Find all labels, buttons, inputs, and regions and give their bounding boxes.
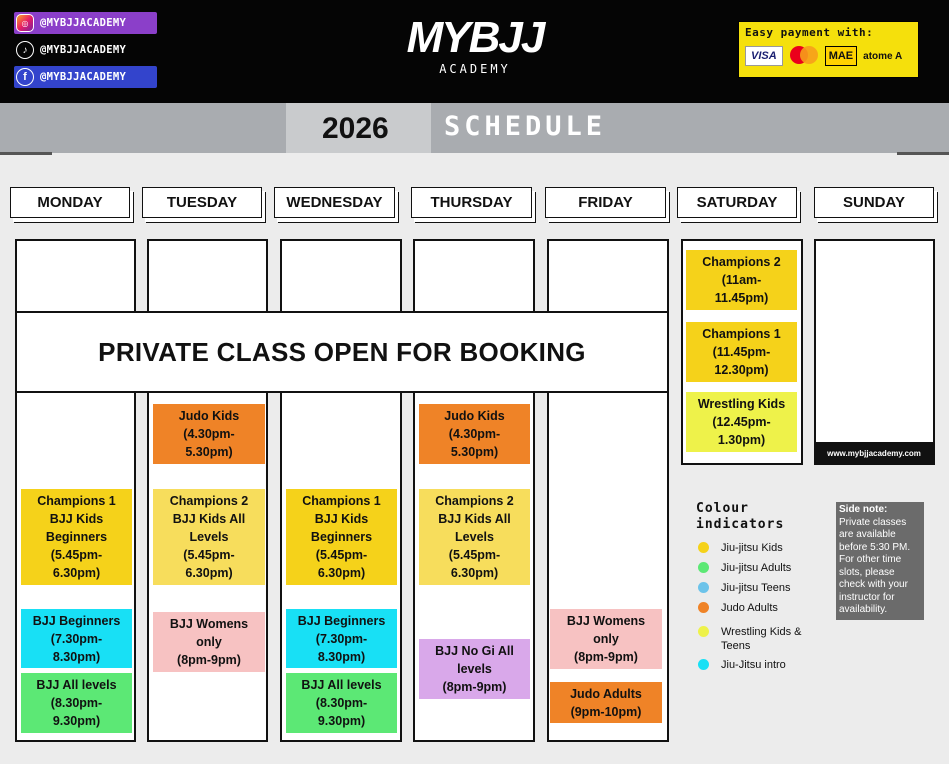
day-header-friday: FRIDAY	[545, 187, 666, 218]
indicator-label: Jiu-jitsu Teens	[721, 582, 791, 594]
indicator-dot	[698, 602, 709, 613]
website-link[interactable]: www.mybjjacademy.com	[814, 442, 934, 465]
year-label: 2026	[322, 112, 389, 145]
colour-indicators-title: Colour indicators	[696, 501, 785, 532]
logo-sub: ACADEMY	[439, 62, 511, 76]
band-divider-left	[0, 152, 52, 155]
academy-logo	[395, 13, 555, 76]
class-fri-bjj-womens: BJJ Womens only (8pm-9pm)	[550, 609, 662, 669]
indicator-dot	[698, 626, 709, 637]
indicator-dot	[698, 659, 709, 670]
day-header-sunday: SUNDAY	[814, 187, 934, 218]
indicator-dot	[698, 582, 709, 593]
schedule-title: SCHEDULE	[444, 111, 607, 142]
column-sunday	[814, 239, 935, 465]
indicator-label: Jiu-Jitsu intro	[721, 659, 786, 671]
instagram-icon: ◎	[16, 14, 34, 32]
side-note-body: Private classes are available before 5:30 PM. For other time slots, please check with your instructor for availability.	[839, 516, 911, 615]
class-thu-champions-2: Champions 2 BJJ Kids All Levels (5.45pm- 6.30pm)	[419, 489, 530, 585]
mastercard-logo	[789, 44, 819, 68]
tiktok-handle: @MYBJJACADEMY	[40, 44, 127, 56]
class-mon-bjj-beginners: BJJ Beginners (7.30pm- 8.30pm)	[21, 609, 132, 668]
tiktok-link[interactable]	[14, 39, 157, 61]
facebook-handle: @MYBJJACADEMY	[40, 71, 127, 83]
indicator-label: Judo Adults	[721, 602, 778, 614]
class-tue-judo-kids: Judo Kids (4.30pm- 5.30pm)	[153, 404, 265, 464]
indicator-item	[698, 601, 831, 615]
indicator-item	[698, 658, 831, 672]
facebook-icon: f	[16, 68, 34, 86]
class-wed-bjj-beginners: BJJ Beginners (7.30pm- 8.30pm)	[286, 609, 397, 668]
class-wed-bjj-all-levels: BJJ All levels (8.30pm- 9.30pm)	[286, 673, 397, 733]
class-wed-champions-1: Champions 1 BJJ Kids Beginners (5.45pm- 6.30pm)	[286, 489, 397, 585]
indicator-item	[698, 581, 831, 595]
indicator-dot	[698, 542, 709, 553]
indicator-dot	[698, 562, 709, 573]
instagram-handle: @MYBJJACADEMY	[40, 17, 127, 29]
logo-main: MYBJJ	[406, 13, 544, 62]
payment-box	[738, 21, 919, 78]
indicator-label: Jiu-jitsu Kids	[721, 542, 783, 554]
instagram-link[interactable]	[14, 12, 157, 34]
payment-title: Easy payment with:	[745, 26, 874, 39]
day-header-tuesday: TUESDAY	[142, 187, 262, 218]
class-tue-champions-2: Champions 2 BJJ Kids All Levels (5.45pm- 6.30pm)	[153, 489, 265, 585]
mae-logo: MAE	[825, 46, 857, 66]
class-fri-judo-adults: Judo Adults (9pm-10pm)	[550, 682, 662, 723]
class-mon-bjj-all-levels: BJJ All levels (8.30pm- 9.30pm)	[21, 673, 132, 733]
tiktok-icon: ♪	[16, 41, 34, 59]
indicator-item	[698, 541, 831, 555]
indicator-label: Jiu-jitsu Adults	[721, 562, 792, 574]
indicator-label: Wrestling Kids & Teens	[721, 626, 802, 652]
side-note	[836, 502, 924, 620]
band-divider-right	[897, 152, 949, 155]
day-header-saturday: SATURDAY	[677, 187, 797, 218]
class-thu-judo-kids: Judo Kids (4.30pm- 5.30pm)	[419, 404, 530, 464]
indicator-item	[698, 561, 831, 575]
facebook-link[interactable]	[14, 66, 157, 88]
day-header-wednesday: WEDNESDAY	[274, 187, 395, 218]
class-tue-bjj-womens: BJJ Womens only (8pm-9pm)	[153, 612, 265, 672]
class-sat-champions-2: Champions 2 (11am- 11.45pm)	[686, 250, 797, 310]
day-header-thursday: THURSDAY	[411, 187, 532, 218]
class-sat-wrestling-kids: Wrestling Kids (12.45pm- 1.30pm)	[686, 392, 797, 452]
class-thu-bjj-nogi: BJJ No Gi All levels (8pm-9pm)	[419, 639, 530, 699]
atome-logo: atome A	[863, 50, 903, 62]
class-sat-champions-1: Champions 1 (11.45pm- 12.30pm)	[686, 322, 797, 382]
indicator-item	[698, 625, 831, 653]
private-class-banner: PRIVATE CLASS OPEN FOR BOOKING	[15, 311, 669, 393]
class-mon-champions-1: Champions 1 BJJ Kids Beginners (5.45pm- 6.30pm)	[21, 489, 132, 585]
visa-logo: VISA	[745, 46, 783, 66]
day-header-monday: MONDAY	[10, 187, 130, 218]
side-note-title: Side note:	[839, 504, 888, 515]
